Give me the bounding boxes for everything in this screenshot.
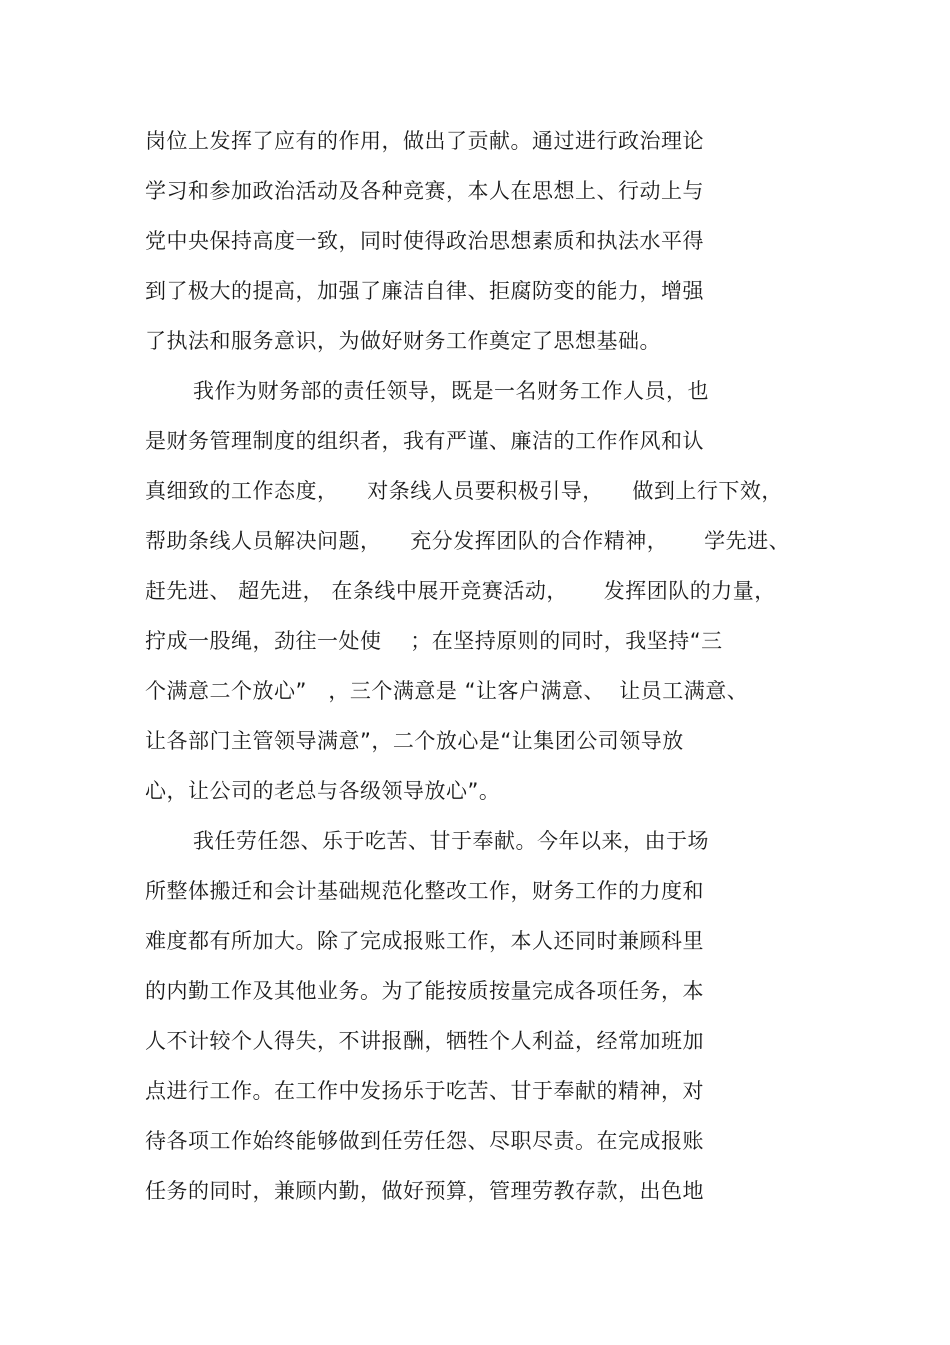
text-line: 赶先进、 超先进， 在条线中展开竞赛活动， 发挥团队的力量，	[145, 579, 776, 603]
text-line: 点进行工作。在工作中发扬乐于吃苦、甘于奉献的精神，对	[145, 1079, 704, 1103]
text-line: 真细致的工作态度， 对条线人员要积极引导， 做到上行下效，	[145, 479, 783, 503]
text-line: 拧成一股绳，劲往一处使 ；在坚持原则的同时，我坚持“三	[145, 629, 723, 653]
paragraph-start-line: 我任劳任怨、乐于吃苦、甘于奉献。今年以来，由于场	[193, 829, 709, 853]
text-line: 任务的同时，兼顾内勤，做好预算，管理劳教存款，出色地	[145, 1179, 704, 1203]
text-line: 个满意二个放心” ，三个满意是 “让客户满意、 让员工满意、	[145, 679, 749, 703]
paragraph-start-line: 我作为财务部的责任领导，既是一名财务工作人员，也	[193, 379, 709, 403]
text-line: 到了极大的提高，加强了廉洁自律、拒腐防变的能力，增强	[145, 279, 704, 303]
text-line: 是财务管理制度的组织者，我有严谨、廉洁的工作作风和认	[145, 429, 704, 453]
text-line: 岗位上发挥了应有的作用，做出了贡献。通过进行政治理论	[145, 129, 704, 153]
text-line: 人不计较个人得失，不讲报酬，牺牲个人利益，经常加班加	[145, 1029, 704, 1053]
text-line: 所整体搬迁和会计基础规范化整改工作，财务工作的力度和	[145, 879, 704, 903]
text-line: 党中央保持高度一致，同时使得政治思想素质和执法水平得	[145, 229, 704, 253]
text-line: 的内勤工作及其他业务。为了能按质按量完成各项任务，本	[145, 979, 704, 1003]
text-line: 心，让公司的老总与各级领导放心”。	[145, 779, 501, 803]
text-line: 让各部门主管领导满意”，二个放心是“让集团公司领导放	[145, 729, 684, 753]
text-line: 待各项工作始终能够做到任劳任怨、尽职尽责。在完成报账	[145, 1129, 704, 1153]
text-line: 帮助条线人员解决问题， 充分发挥团队的合作精神， 学先进、	[145, 529, 791, 553]
text-line: 难度都有所加大。除了完成报账工作，本人还同时兼顾科里	[145, 929, 704, 953]
text-line: 了执法和服务意识，为做好财务工作奠定了思想基础。	[145, 329, 661, 353]
text-line: 学习和参加政治活动及各种竞赛，本人在思想上、行动上与	[145, 179, 704, 203]
